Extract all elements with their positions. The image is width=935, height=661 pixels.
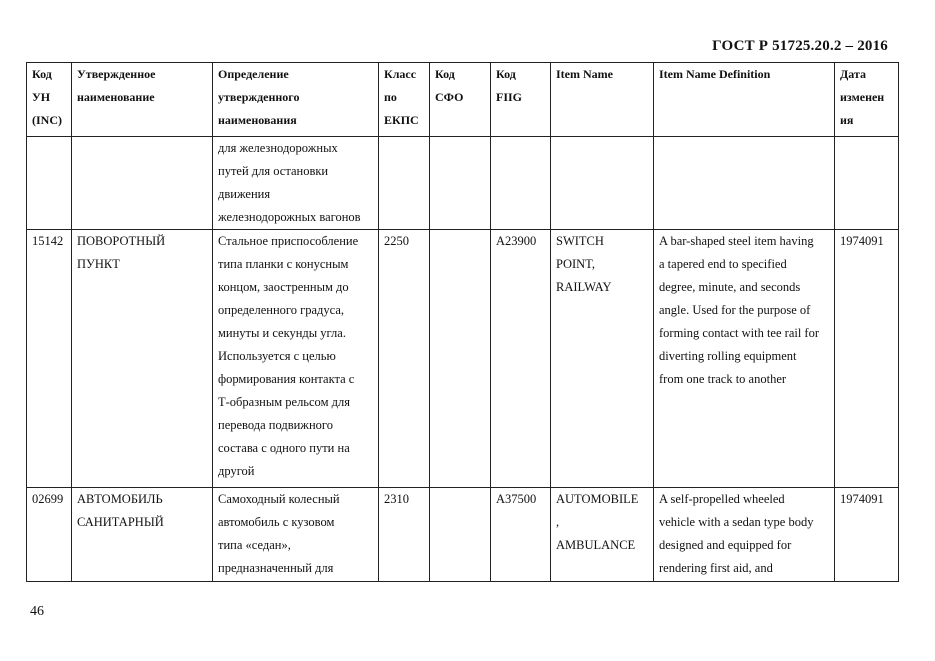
cell-text: Используется с целью [218,349,336,363]
cell-text: железнодорожных вагонов [218,210,361,224]
column-header-line: утвержденного [218,90,300,104]
cell-text: 2250 [384,234,409,248]
cell-text: 1974091 [840,234,884,248]
page-number: 46 [30,604,44,619]
cell-text: определенного градуса, [218,303,344,317]
inc-code-cell [27,137,72,230]
approved-name-cell [72,137,213,230]
column-header-line: Item Name Definition [659,67,771,81]
column-header-line: ЕКПС [384,113,419,127]
cell-text: a tapered end to specified [659,257,787,271]
cell-text: SWITCH [556,234,604,248]
cell-text: концом, заостренным до [218,280,349,294]
column-header [654,63,835,137]
cell-text: POINT, [556,257,596,271]
column-header-line: FIIG [496,90,523,104]
cell-text: типа «седан», [218,538,291,552]
column-header [430,63,491,137]
column-header-line: Определение [218,67,289,81]
column-header-line: наименования [218,113,297,127]
cell-text: состава с одного пути на [218,441,350,455]
cell-text: designed and equipped for [659,538,792,552]
cell-text: 15142 [32,234,64,248]
column-header-line: по [384,90,397,104]
cell-text: A self-propelled wheeled [659,492,785,506]
column-header-line: ия [840,113,854,127]
item-name-cell [551,488,654,582]
cell-text: САНИТАРНЫЙ [77,515,164,529]
column-header [835,63,899,137]
cell-text: , [556,515,560,529]
cell-text: ПОВОРОТНЫЙ [77,234,166,248]
definition-cell [213,230,379,488]
cell-text: автомобиль с кузовом [218,515,335,529]
item-definition-cell [654,137,835,230]
column-header-line: изменен [840,90,885,104]
table-row [27,137,899,230]
change-date-cell [835,137,899,230]
cell-text: предназначенный для [218,561,334,575]
column-header [27,63,72,137]
column-header-line: СФО [435,90,464,104]
change-date-cell [835,488,899,582]
cell-text: Т-образным рельсом для [218,395,350,409]
ekps-class-cell [379,488,430,582]
column-header-line: Дата [840,67,866,81]
item-name-cell [551,230,654,488]
cell-text: типа планки с конусным [218,257,349,271]
cell-text: для железнодорожных [218,141,338,155]
cell-text: angle. Used for the purpose of [659,303,811,317]
cell-text: формирования контакта с [218,372,355,386]
cell-text: rendering first aid, and [659,561,773,575]
cell-text: ПУНКТ [77,257,120,271]
approved-name-cell [72,230,213,488]
document-standard-header: ГОСТ Р 51725.20.2 – 2016 [712,38,888,54]
item-definition-cell [654,230,835,488]
cell-text: Самоходный колесный [218,492,340,506]
item-name-cell [551,137,654,230]
change-date-cell [835,230,899,488]
column-header-line: Код [435,67,455,81]
cell-text: 02699 [32,492,64,506]
cell-text: degree, minute, and seconds [659,280,801,294]
cell-text: A23900 [496,234,537,248]
column-header [551,63,654,137]
cell-text: diverting rolling equipment [659,349,797,363]
cell-text: A bar-shaped steel item having [659,234,814,248]
cell-text: RAILWAY [556,280,612,294]
cell-text: vehicle with a sedan type body [659,515,814,529]
cell-text: from one track to another [659,372,787,386]
cell-text: движения [218,187,271,201]
column-header-line: (INC) [32,113,62,127]
cell-text: Стальное приспособление [218,234,359,248]
fiig-code-cell [491,230,551,488]
cell-text: путей для остановки [218,164,329,178]
ekps-class-cell [379,137,430,230]
column-header-line: УН [32,90,51,104]
sfo-code-cell [430,230,491,488]
cell-text: AUTOMOBILE [556,492,639,506]
definition-cell [213,137,379,230]
catalog-table [26,62,899,582]
column-header [491,63,551,137]
column-header-line: Код [32,67,52,81]
definition-cell [213,488,379,582]
column-header-line: наименование [77,90,155,104]
sfo-code-cell [430,488,491,582]
cell-text: 2310 [384,492,409,506]
cell-text: другой [218,464,255,478]
column-header [72,63,213,137]
cell-text: 1974091 [840,492,884,506]
table-row [27,230,899,488]
approved-name-cell [72,488,213,582]
column-header [379,63,430,137]
column-header-line: Утвержденное [77,67,156,81]
table-header-row [27,63,899,137]
column-header [213,63,379,137]
cell-text: AMBULANCE [556,538,636,552]
cell-text: минуты и секунды угла. [218,326,346,340]
cell-text: перевода подвижного [218,418,333,432]
column-header-line: Item Name [556,67,613,81]
column-header-line: Класс [384,67,417,81]
cell-text: forming contact with tee rail for [659,326,820,340]
ekps-class-cell [379,230,430,488]
inc-code-cell [27,230,72,488]
cell-text: АВТОМОБИЛЬ [77,492,163,506]
table-row [27,488,899,582]
item-definition-cell [654,488,835,582]
inc-code-cell [27,488,72,582]
fiig-code-cell [491,488,551,582]
sfo-code-cell [430,137,491,230]
fiig-code-cell [491,137,551,230]
cell-text: A37500 [496,492,537,506]
column-header-line: Код [496,67,516,81]
